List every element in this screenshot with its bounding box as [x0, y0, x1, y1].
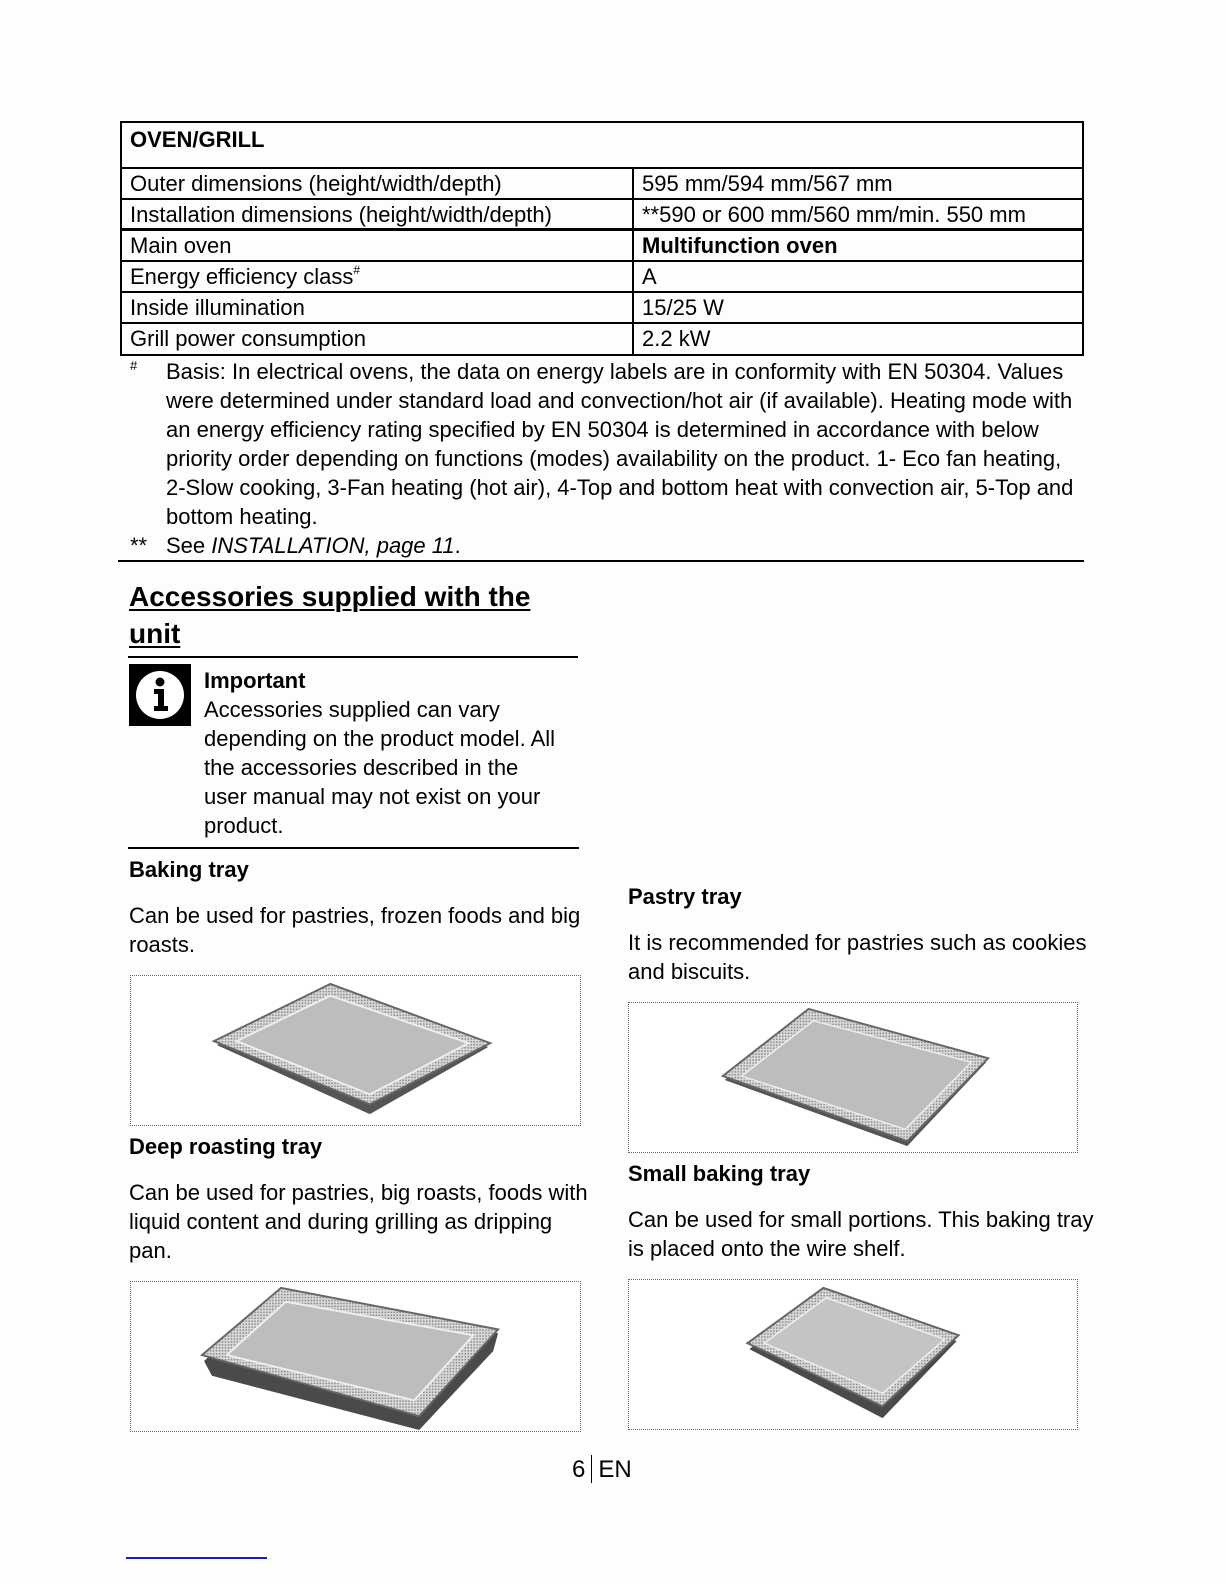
- row-label: [122, 262, 634, 291]
- footnote-suffix: .: [454, 533, 461, 558]
- table-row: [122, 262, 1082, 293]
- language-code: EN: [598, 1456, 632, 1483]
- table-row: [122, 324, 1082, 354]
- tray-illustration: [629, 1280, 1077, 1429]
- footnote-text: Basis: In electrical ovens, the data on energy labels are in conformity with EN 50304. Values were determined under standard load and convection/hot air (if available). Heating mode with an energy efficiency rating specified by EN 50304 is determined in accordance with below priority order depending on functions (modes) availability on the product. 1- Eco fan heating, 2-Slow cooking, 3-Fan heating (hot air), 4-Top and bottom heat with convection air, 5-Top and bottom heating.: [166, 359, 1074, 529]
- row-label-text: Energy efficiency class: [130, 264, 354, 289]
- row-label: Grill power consumption: [122, 324, 634, 354]
- footnote-mark: **: [130, 533, 148, 558]
- footnote-hash: [120, 357, 1084, 531]
- deep-roasting-tray-image: [130, 1281, 581, 1432]
- row-value: 2.2 kW: [642, 326, 711, 351]
- accessory-title: Baking tray: [129, 857, 249, 882]
- divider: [128, 847, 579, 849]
- important-heading: Important: [204, 668, 306, 693]
- page-number: 6: [572, 1456, 586, 1483]
- row-value: A: [642, 264, 657, 289]
- accessory-description: Can be used for small portions. This baking tray is placed onto the wire shelf.: [628, 1207, 1094, 1261]
- accessory-title: Small baking tray: [628, 1161, 811, 1186]
- footnote-ref: #: [353, 263, 361, 277]
- accessory-title: Deep roasting tray: [129, 1134, 323, 1159]
- spec-table: [120, 121, 1084, 356]
- row-label: Inside illumination: [122, 293, 634, 322]
- footnote-mark: #: [130, 358, 138, 373]
- info-icon: [129, 664, 191, 726]
- tray-illustration: [131, 976, 580, 1125]
- table-row: [122, 200, 1082, 231]
- table-row: [122, 293, 1082, 324]
- separator: [591, 1455, 592, 1483]
- accessory-description: It is recommended for pastries such as cookies and biscuits.: [628, 930, 1087, 984]
- footnote-prefix: See: [166, 533, 212, 558]
- small-baking-tray-image: [628, 1279, 1078, 1430]
- page-footer: [572, 1455, 632, 1485]
- pastry-tray-image: [628, 1002, 1078, 1153]
- row-label: Installation dimensions (height/width/depth): [122, 200, 634, 228]
- divider: [118, 560, 1084, 562]
- row-label: Main oven: [122, 231, 634, 260]
- section-title: Accessories supplied with the unit: [129, 581, 531, 649]
- footnote-star: [120, 531, 1084, 560]
- row-value: 15/25 W: [642, 295, 724, 320]
- accessory-description: Can be used for pastries, frozen foods and big roasts.: [129, 903, 581, 957]
- important-text: Accessories supplied can vary depending on the product model. All the accessories described in the user manual may not exist on your product.: [204, 697, 556, 838]
- installation-reference-link[interactable]: INSTALLATION, page 11: [211, 533, 455, 558]
- important-note: [204, 666, 584, 840]
- row-value: Multifunction oven: [642, 233, 838, 258]
- table-row: [122, 231, 1082, 262]
- footnote-text: [166, 531, 1084, 560]
- row-value: 595 mm/594 mm/567 mm: [642, 171, 893, 196]
- row-label: Outer dimensions (height/width/depth): [122, 169, 634, 198]
- footer-link-underline: [126, 1557, 267, 1559]
- tray-illustration: [131, 1282, 580, 1431]
- accessory-description: Can be used for pastries, big roasts, foods with liquid content and during grilling as dripping pan.: [129, 1180, 588, 1263]
- baking-tray-image: [130, 975, 581, 1126]
- divider: [128, 656, 578, 658]
- table-row: [122, 169, 1082, 200]
- accessory-title: Pastry tray: [628, 884, 742, 909]
- footnotes: [120, 357, 1084, 560]
- tray-illustration: [629, 1003, 1077, 1152]
- row-value: **590 or 600 mm/560 mm/min. 550 mm: [642, 202, 1026, 227]
- spec-table-title: OVEN/GRILL: [122, 123, 1082, 169]
